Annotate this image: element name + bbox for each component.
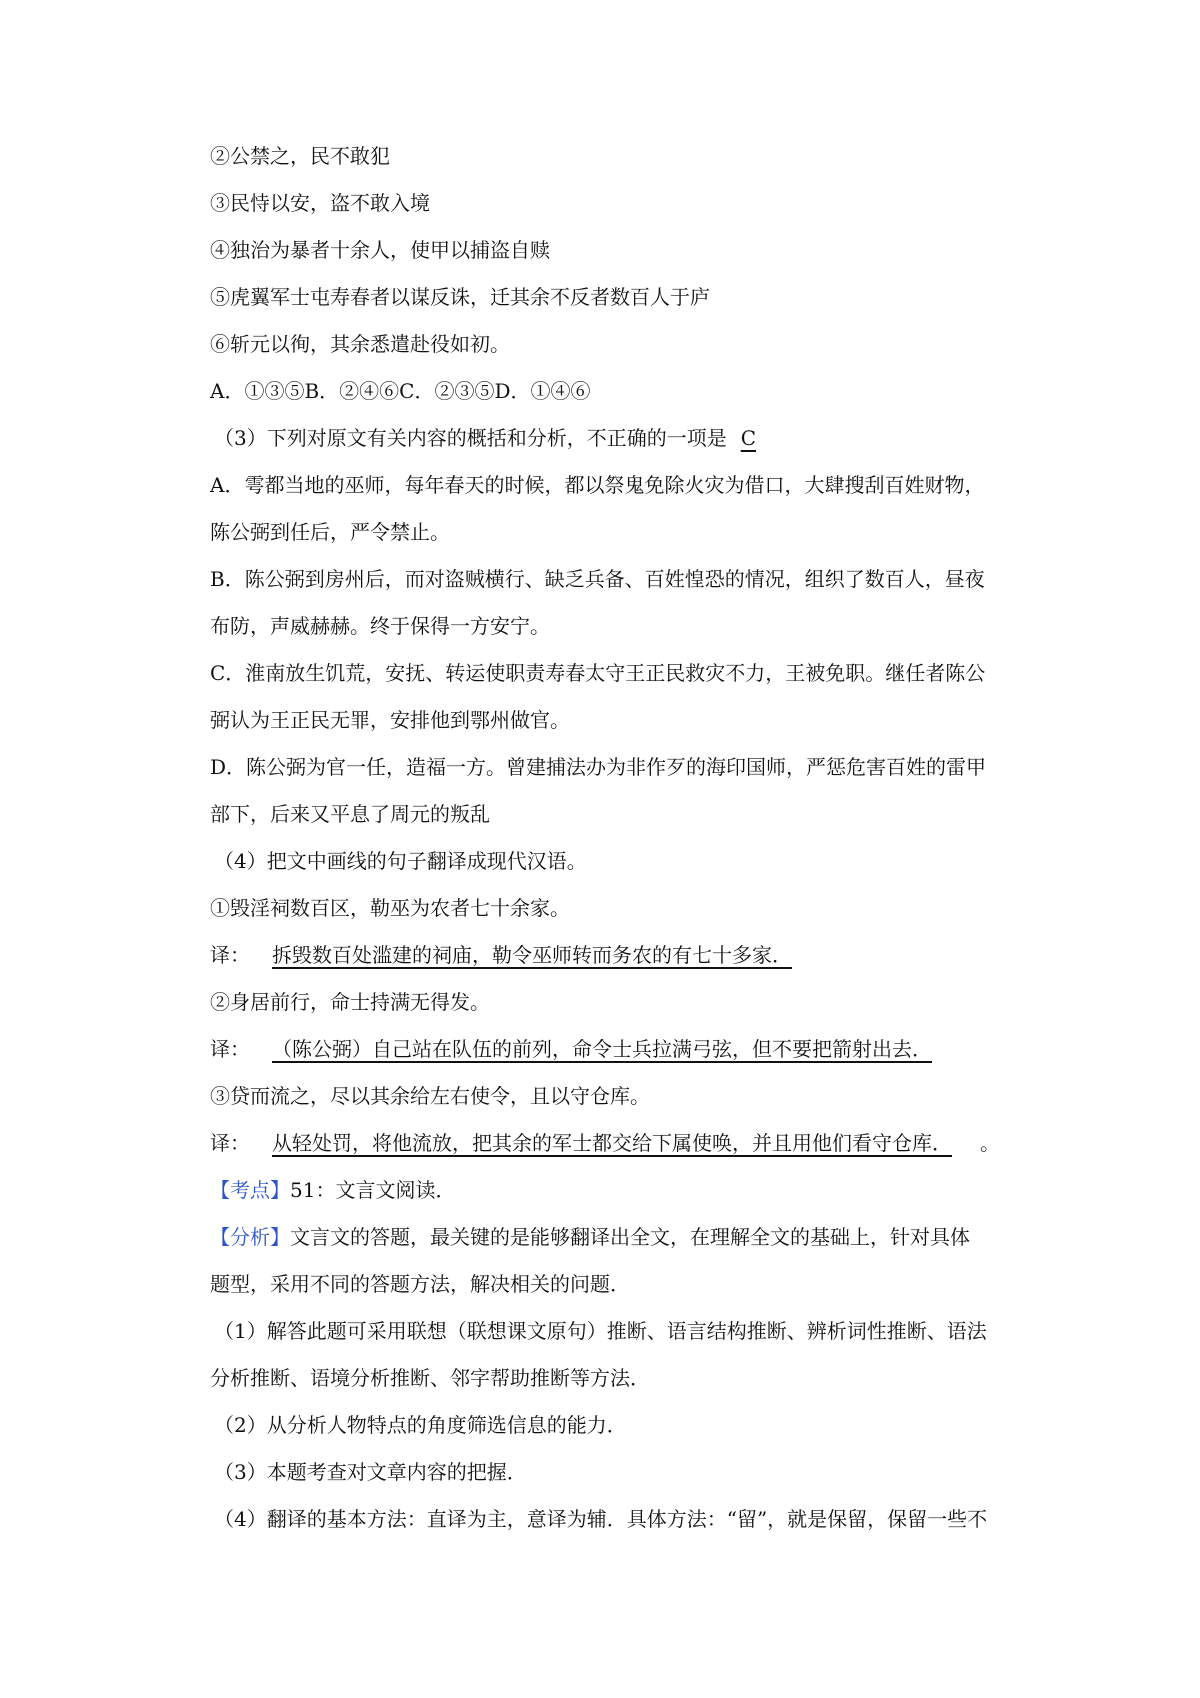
translation-prefix: 译： [210,1037,250,1061]
q4-translation-1 [210,941,1030,969]
option-5: ⑤虎翼军士屯寿春者以谋反诛，迁其余不反者数百人于庐 [210,285,710,309]
translation-prefix: 译： [210,1131,250,1155]
fenxi-line1 [210,1223,1030,1251]
translation-prefix: 译： [210,943,250,967]
q4-sentence-2: ②身居前行，命士持满无得发。 [210,990,490,1014]
kaodian-text: 51：文言文阅读． [290,1178,456,1202]
q3-stem-line [214,424,1034,452]
translation-3-tail: 。 [980,1131,1000,1155]
q3-option-d-line1: D．陈公弼为官一任，造福一方。曾建捕法办为非作歹的海印国师，严惩危害百姓的雷甲 [210,755,987,779]
q2-choices: A．①③⑤B．②④⑥C．②③⑤D．①④⑥ [210,379,591,403]
q3-option-b-line2: 布防，声威赫赫。终于保得一方安宁。 [210,614,550,638]
kaodian-tag: 【考点】 [210,1178,290,1202]
q3-stem: （3）下列对原文有关内容的概括和分析，不正确的一项是 [214,426,727,450]
fenxi-text-1: 文言文的答题，最关键的是能够翻译出全文，在理解全文的基础上，针对具体 [290,1225,970,1249]
q3-option-a-line2: 陈公弼到任后，严令禁止。 [210,520,450,544]
translation-3-answer: 从轻处罚，将他流放，把其余的军士都交给下属使唤，并且用他们看守仓库． [272,1131,952,1155]
fenxi-point-2: （2）从分析人物特点的角度筛选信息的能力． [214,1413,627,1437]
kaodian-line [210,1176,1030,1204]
translation-2-answer: （陈公弼）自己站在队伍的前列，命令士兵拉满弓弦，但不要把箭射出去． [272,1037,932,1061]
fenxi-line2: 题型，采用不同的答题方法，解决相关的问题． [210,1272,630,1296]
q3-option-b-line1: B．陈公弼到房州后，而对盗贼横行、缺乏兵备、百姓惶恐的情况，组织了数百人，昼夜 [210,567,985,591]
option-2: ②公禁之，民不敢犯 [210,144,390,168]
q3-option-d-line2: 部下，后来又平息了周元的叛乱 [210,802,490,826]
q3-option-c-line2: 弼认为王正民无罪，安排他到鄂州做官。 [210,708,570,732]
q3-option-c-line1: C．淮南放生饥荒，安抚、转运使职责寿春太守王正民救灾不力，王被免职。继任者陈公 [210,661,986,685]
q4-translation-2 [210,1035,1030,1063]
translation-1-answer: 拆毁数百处滥建的祠庙，勒令巫师转而务农的有七十多家． [272,943,792,967]
fenxi-point-4: （4）翻译的基本方法：直译为主，意译为辅．具体方法：“留”，就是保留，保留一些不 [214,1507,988,1531]
fenxi-point-1b: 分析推断、语境分析推断、邻字帮助推断等方法． [210,1366,650,1390]
q3-option-a-line1: A．雩都当地的巫师，每年春天的时候，都以祭鬼免除火灾为借口，大肆搜刮百姓财物， [210,473,985,497]
option-6: ⑥斩元以徇，其余悉遣赴役如初。 [210,332,510,356]
option-3: ③民恃以安，盗不敢入境 [210,191,430,215]
q4-sentence-3: ③贷而流之，尽以其余给左右使令，且以守仓库。 [210,1084,650,1108]
q3-answer: C [740,426,757,450]
fenxi-point-3: （3）本题考查对文章内容的把握． [214,1460,527,1484]
q4-translation-3 [210,1129,1030,1157]
option-4: ④独治为暴者十余人，使甲以捕盗自赎 [210,238,550,262]
fenxi-tag: 【分析】 [210,1225,290,1249]
q4-sentence-1: ①毁淫祠数百区，勒巫为农者七十余家。 [210,896,570,920]
fenxi-point-1a: （1）解答此题可采用联想（联想课文原句）推断、语言结构推断、辨析词性推断、语法 [214,1319,987,1343]
q4-stem: （4）把文中画线的句子翻译成现代汉语。 [214,849,587,873]
